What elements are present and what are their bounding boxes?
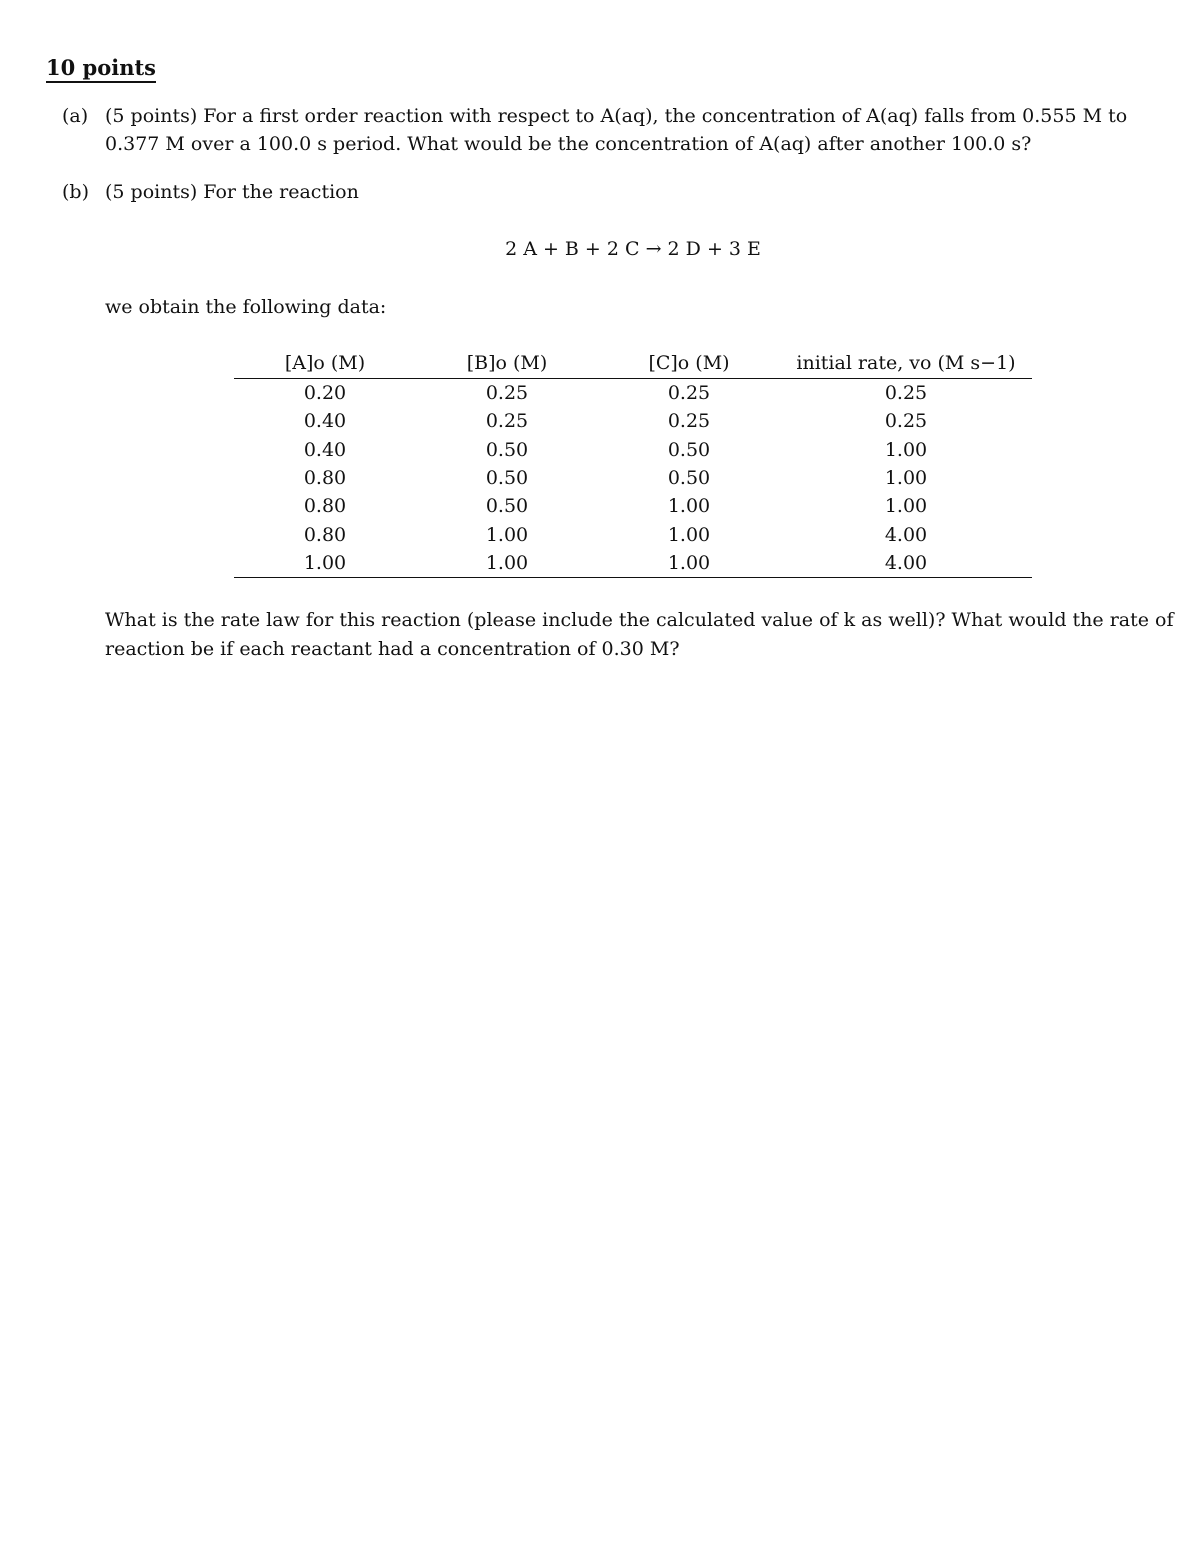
part-a-text: (5 points) For a first order reaction with respect to A(aq), the concentration of A(aq) falls from 0.555 M to 0.377 M over a 100.0 s period. What would be the concentration of A(aq) after another 100.0 s? [105, 105, 1128, 155]
table-cell: 0.20 [303, 382, 347, 405]
table-row [234, 407, 1032, 435]
table-cell: 1.00 [234, 549, 416, 578]
kinetics-data-table [234, 347, 1032, 578]
table-row [234, 549, 1032, 578]
table-cell: 0.80 [303, 523, 347, 546]
table-cell: 0.80 [303, 467, 347, 490]
part-b-text: (5 points) For the reaction [105, 181, 359, 203]
table-cell: 1.00 [667, 523, 711, 546]
table-cell: 0.25 [485, 382, 529, 405]
part-a [62, 102, 1172, 158]
page-heading: 10 points [46, 56, 156, 83]
part-b-marker: (b) [62, 181, 89, 203]
table-cell: 0.25 [667, 410, 711, 433]
table-cell: 1.00 [416, 549, 598, 578]
reaction-equation: 2 A + B + 2 C → 2 D + 3 E [505, 238, 761, 260]
header-b: [B]o (M) [416, 347, 598, 379]
table-cell: 1.00 [884, 438, 928, 461]
table-row [234, 464, 1032, 492]
table-cell: 4.00 [884, 523, 928, 546]
table-cell: 1.00 [485, 523, 529, 546]
table-cell: 0.50 [667, 467, 711, 490]
part-a-marker: (a) [62, 105, 89, 127]
data-intro: we obtain the following data: [105, 296, 387, 318]
header-rate: initial rate, vo (M s−1) [780, 347, 1032, 379]
table-cell: 1.00 [884, 495, 928, 518]
table-cell: 0.80 [303, 495, 347, 518]
table-row [234, 492, 1032, 520]
table-cell: 0.50 [485, 495, 529, 518]
table-cell: 0.50 [485, 467, 529, 490]
table-cell: 0.50 [667, 438, 711, 461]
table-cell: 0.40 [303, 410, 347, 433]
table-row [234, 436, 1032, 464]
header-a: [A]o (M) [234, 347, 416, 379]
part-b-question: What is the rate law for this reaction (please include the calculated value of k as well)? What would the rate of reaction be if each reactant had a concentration of 0.30 M? [105, 609, 1174, 660]
table-cell: 1.00 [884, 467, 928, 490]
table-cell: 0.50 [485, 438, 529, 461]
table-cell: 0.25 [485, 410, 529, 433]
table-cell: 0.25 [667, 382, 711, 405]
table-row [234, 379, 1032, 408]
table-cell: 0.25 [884, 382, 928, 405]
table-row [234, 520, 1032, 548]
header-c: [C]o (M) [598, 347, 780, 379]
table-cell: 0.40 [303, 438, 347, 461]
table-cell: 4.00 [780, 549, 1032, 578]
table-cell: 0.25 [884, 410, 928, 433]
table-cell: 1.00 [667, 495, 711, 518]
table-cell: 1.00 [598, 549, 780, 578]
part-b [62, 178, 1172, 206]
table-header-row [234, 347, 1032, 379]
